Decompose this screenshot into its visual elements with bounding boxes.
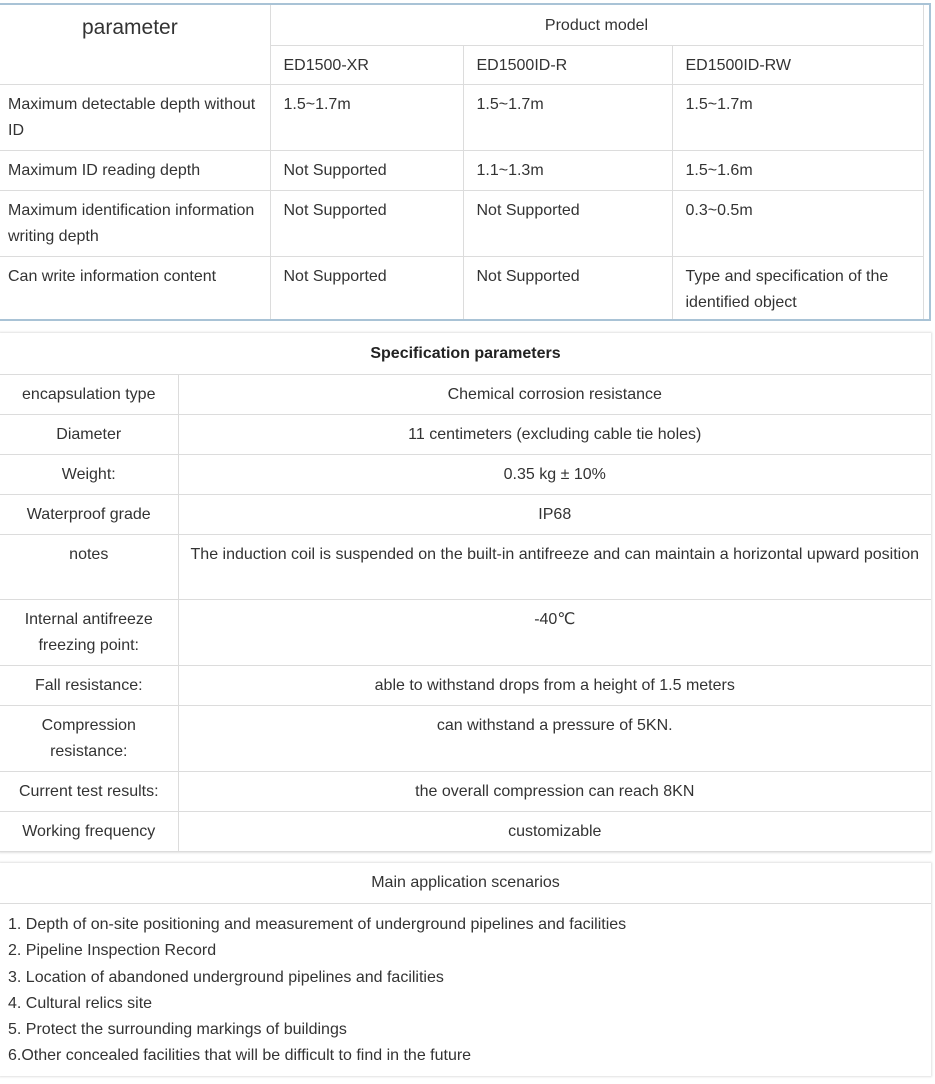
table-row — [0, 599, 931, 665]
spec-label: Working frequency — [0, 811, 178, 851]
table-row — [0, 494, 931, 534]
product-model-header: Product model — [270, 5, 923, 45]
cell-value: Not Supported — [270, 190, 463, 256]
list-item: 1. Depth of on-site positioning and measurement of underground pipelines and facilities — [8, 916, 627, 933]
row-label: Maximum identification information writing depth — [0, 190, 270, 256]
application-scenarios-header: Main application scenarios — [0, 863, 931, 904]
spec-value: customizable — [178, 811, 931, 851]
spec-value: -40℃ — [178, 599, 931, 665]
specification-table — [0, 333, 931, 852]
product-model-grid — [0, 5, 924, 321]
table-row — [0, 771, 931, 811]
spec-label: Current test results: — [0, 771, 178, 811]
row-label: Maximum ID reading depth — [0, 150, 270, 190]
cell-value: 1.5~1.7m — [672, 84, 923, 150]
spec-label: Weight: — [0, 454, 178, 494]
list-item: 3. Location of abandoned underground pipelines and facilities — [8, 968, 444, 986]
application-scenarios-list — [0, 904, 931, 1070]
table-row — [0, 414, 931, 454]
table-row — [0, 811, 931, 851]
spec-value: can withstand a pressure of 5KN. — [178, 705, 931, 771]
table-row — [0, 534, 931, 599]
spec-label: Waterproof grade — [0, 494, 178, 534]
cell-value: 1.1~1.3m — [463, 150, 672, 190]
row-label: Can write information content — [0, 256, 270, 321]
application-scenarios-table — [0, 863, 931, 1076]
cell-value: 1.5~1.7m — [463, 84, 672, 150]
spec-value: 0.35 kg ± 10% — [178, 454, 931, 494]
table-row — [0, 150, 923, 190]
table-row — [0, 665, 931, 705]
model-header-ed1500-xr: ED1500-XR — [270, 45, 463, 84]
cell-value: Not Supported — [270, 150, 463, 190]
row-label: Maximum detectable depth without ID — [0, 84, 270, 150]
cell-value: Not Supported — [463, 256, 672, 321]
spec-label: Internal antifreeze freezing point: — [0, 599, 178, 665]
list-item: 2. Pipeline Inspection Record — [8, 942, 217, 960]
spec-value: The induction coil is suspended on the built-in antifreeze and can maintain a horizontal upward position — [178, 534, 931, 599]
spec-value: IP68 — [178, 494, 931, 534]
specification-grid — [0, 333, 931, 852]
spec-label: Fall resistance: — [0, 665, 178, 705]
table-row — [0, 454, 931, 494]
cell-value: Type and specification of the identified object — [672, 256, 923, 321]
table-row — [0, 705, 931, 771]
spec-label: Diameter — [0, 414, 178, 454]
list-item: 5. Protect the surrounding markings of buildings — [8, 1021, 347, 1039]
list-item: 4. Cultural relics site — [8, 994, 153, 1012]
spec-value: able to withstand drops from a height of 1.5 meters — [178, 665, 931, 705]
table-row — [0, 190, 923, 256]
parameter-header: parameter — [0, 5, 270, 84]
spec-label: notes — [0, 534, 178, 599]
list-item: 6.Other concealed facilities that will be difficult to find in the future — [8, 1047, 472, 1065]
cell-value: 0.3~0.5m — [672, 190, 923, 256]
product-model-table — [0, 3, 931, 321]
cell-value: Not Supported — [270, 256, 463, 321]
table-row — [0, 84, 923, 150]
cell-value: 1.5~1.7m — [270, 84, 463, 150]
cell-value: Not Supported — [463, 190, 672, 256]
spec-label: Compression resistance: — [0, 705, 178, 771]
spec-value: Chemical corrosion resistance — [178, 374, 931, 414]
model-header-ed1500id-r: ED1500ID-R — [463, 45, 672, 84]
spec-value: the overall compression can reach 8KN — [178, 771, 931, 811]
spec-label: encapsulation type — [0, 374, 178, 414]
model-header-ed1500id-rw: ED1500ID-RW — [672, 45, 923, 84]
table-row — [0, 256, 923, 321]
spec-value: 11 centimeters (excluding cable tie holes) — [178, 414, 931, 454]
specification-header: Specification parameters — [0, 333, 931, 374]
cell-value: 1.5~1.6m — [672, 150, 923, 190]
table-row — [0, 374, 931, 414]
